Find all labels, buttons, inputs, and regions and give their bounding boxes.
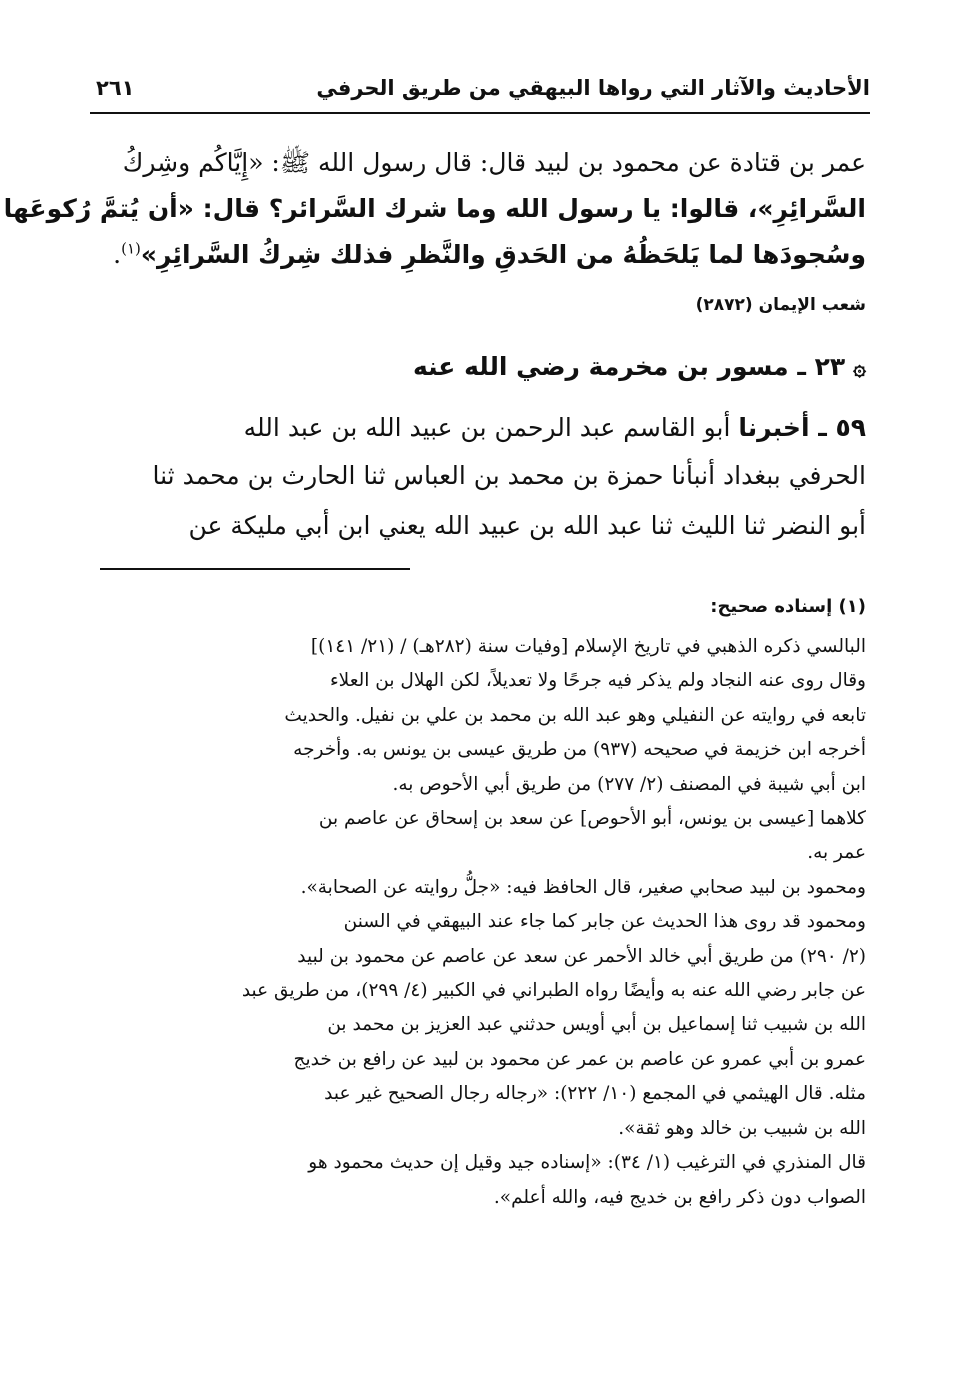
header-rule — [90, 112, 870, 114]
text-line: عمر بن قتادة عن محمود بن لبيد قال: قال رسول الله ﷺ: «إِيَّاكُم وشِركُ — [122, 148, 866, 177]
text-line: الحرفي ببغداد أنبأنا حمزة بن محمد بن العباس ثنا الحارث بن محمد ثنا — [152, 461, 866, 490]
footnote-line: مثله. قال الهيثمي في المجمع (١٠/ ٢٢٢): «رجاله رجال الصحيح غير عبد — [324, 1083, 866, 1105]
footnote-separator — [100, 568, 410, 570]
footnote-line: ابن أبي شيبة في المصنف (٢/ ٢٧٧) من طريق أبي الأحوص به. — [392, 773, 866, 795]
footnote-line: ومحمود قد روى هذا الحديث عن جابر كما جاء عند البيهقي في السنن — [343, 911, 866, 933]
hadith-59 — [88, 405, 866, 551]
page-number: ٢٦١ — [96, 76, 135, 100]
footnote-label: (١) إسناده صحيح: — [710, 596, 866, 617]
footnote-line: عمرو بن أبي عمرو عن عاصم بن عمر عن محمود بن لبيد عن رافع بن خديج — [293, 1048, 866, 1070]
running-header — [90, 70, 870, 108]
footnote-line: الله بن شبيب بن خالد وهو ثقة». — [618, 1117, 866, 1139]
footnote-line: وقال روى عنه النجاد ولم يذكر فيه جرحًا ولا تعديلاً، لكن الهلال بن العلاء — [329, 670, 866, 692]
footnote-line: أخرجه ابن خزيمة في صحيحه (٩٣٧) من طريق عيسى بن يونس به. وأخرجه — [293, 739, 866, 761]
hadith-text-top — [3, 140, 866, 278]
footnote-line: كلاهما [عيسى بن يونس، أبو الأحوص] عن سعد بن إسحاق عن عاصم بن — [318, 808, 866, 830]
footnote-body — [96, 630, 866, 1215]
hadith-number: ٥٩ ـ أخبرنا — [738, 413, 866, 442]
footnote-line: ومحمود بن لبيد صحابي صغير، قال الحافظ فيه: «جلُّ روايته عن الصحابة». — [300, 876, 866, 898]
ornament-star-icon: ۞ — [853, 356, 866, 381]
footnote-line: الله بن شبيب ثنا إسماعيل بن أبي أويس حدثني عبد العزيز بن محمد بن — [327, 1014, 866, 1036]
footnote-line: الصواب دون ذكر رافع بن خديج فيه، والله أعلم». — [493, 1186, 866, 1208]
footnote-marker: (١) — [121, 239, 141, 258]
footnote-line: (٢/ ٢٩٠) من طريق أبي خالد الأحمر عن سعد عن عاصم عن محمود بن لبيد — [297, 945, 866, 967]
footnote-line: البالسي ذكره الذهبي في تاريخ الإسلام [وفيات سنة (٢٨٢هـ) / (٢١/ ١٤١)] — [310, 636, 866, 657]
text-line: أبو النضر ثنا الليث ثنا عبد الله بن عبيد الله يعني ابن أبي مليكة عن — [188, 511, 866, 540]
running-title: الأحاديث والآثار التي رواها البيهقي من طريق الحرفي — [316, 76, 870, 100]
source-reference: شعب الإيمان (٢٨٧٢) — [695, 295, 866, 315]
footnote-line: عن جابر رضي الله عنه به وأيضًا رواه الطبراني في الكبير (٤/ ٢٩٩)، من طريق عبد — [241, 980, 866, 1002]
footnote-line: تابعه في روايته عن النفيلي وهو عبد الله بن محمد بن علي بن نفيل. والحديث — [284, 704, 866, 726]
footnote-line: عمر به. — [807, 842, 866, 864]
section-heading: ۞٢٣ ـ مسور بن مخرمة رضي الله عنه — [412, 352, 866, 381]
footnote-line: قال المنذري في الترغيب (١/ ٣٤): «إسناده جيد وقيل إن حديث محمود هو — [308, 1152, 866, 1174]
text-line: السَّرائِرِ»، قالوا: يا رسول الله وما شرك السَّرائر؟ قال: «أن يُتمَّ رُكوعَها — [3, 194, 866, 223]
text-line: وسُجودَها لما يَلحَظُهُ من الحَدقِ والنَّظرِ فذلك شِركُ السَّرائِرِ»$^{(١)}$. — [113, 239, 866, 269]
text-line: ٥٩ ـ أخبرنا أبو القاسم عبد الرحمن بن عبيد الله بن عبد الله — [243, 413, 866, 442]
